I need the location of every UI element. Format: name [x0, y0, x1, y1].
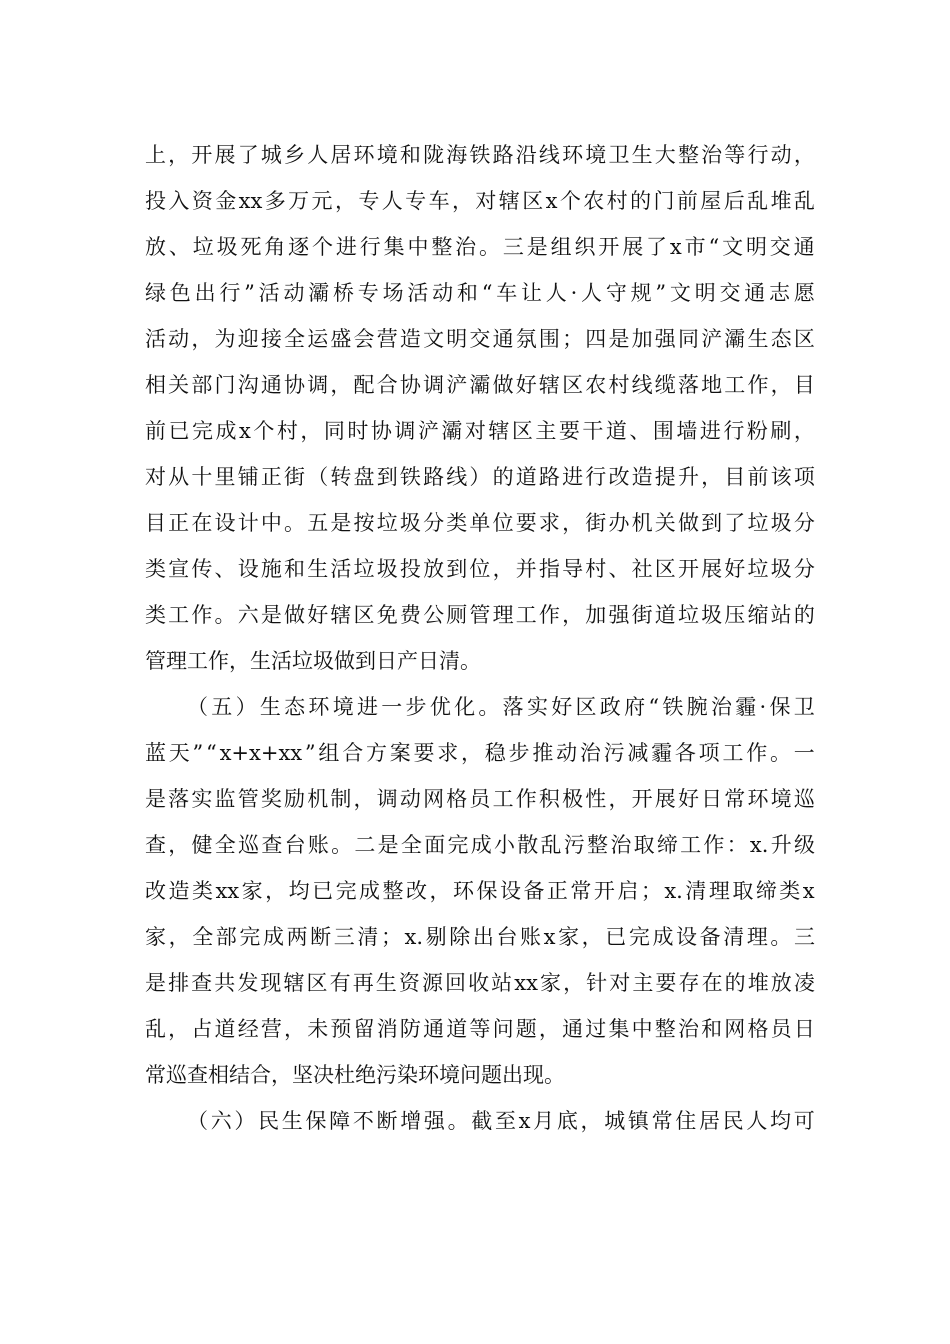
text-line: 查 ， 健 全 巡 查 台 账 。 二 是 全 面 完 成 小 散 乱 污 整 治 取 缔 工 作 ： x. 升 级 — [145, 833, 815, 857]
text-line: 改 造 类 xx 家 ， 均 已 完 成 整 改 ， 环 保 设 备 正 常 开 启 ； x. 清 理 取 缔 类 x — [145, 879, 815, 903]
text-line: 前 已 完 成 x 个 村 ， 同 时 协 调 浐 灞 对 辖 区 主 要 干 道 、 围 墙 进 行 粉 刷 ， — [145, 419, 815, 443]
paragraph-p2 — [145, 684, 815, 1098]
text-line: 是 排 查 共 发 现 辖 区 有 再 生 资 源 回 收 站 xx 家 ， 针 对 主 要 存 在 的 堆 放 凌 — [145, 971, 815, 995]
text-line: 投 入 资 金 xx 多 万 元 ， 专 人 专 车 ， 对 辖 区 x 个 农 村 的 门 前 屋 后 乱 堆 乱 — [145, 189, 815, 213]
text-line: （ 六 ） 民 生 保 障 不 断 增 强 。 截 至 x 月 底 ， 城 镇 常 住 居 民 人 均 可 — [187, 1109, 815, 1133]
text-line: 蓝 天 ” “ x+x+xx ” 组 合 方 案 要 求 ， 稳 步 推 动 治 污 减 霾 各 项 工 作 。 一 — [145, 741, 815, 765]
text-line: 常巡查相结合，坚决杜绝污染环境问题出现。 — [145, 1063, 565, 1087]
text-line: 活 动 ， 为 迎 接 全 运 盛 会 营 造 文 明 交 通 氛 围 ； 四 是 加 强 同 浐 灞 生 态 区 — [145, 327, 815, 351]
document-body — [145, 132, 815, 1144]
text-line: 乱 ， 占 道 经 营 ， 未 预 留 消 防 通 道 等 问 题 ， 通 过 集 中 整 治 和 网 格 员 日 — [145, 1017, 815, 1041]
text-line: 是 落 实 监 管 奖 励 机 制 ， 调 动 网 格 员 工 作 积 极 性 ， 开 展 好 日 常 环 境 巡 — [145, 787, 815, 811]
text-line: 类 工 作 。 六 是 做 好 辖 区 免 费 公 厕 管 理 工 作 ， 加 强 街 道 垃 圾 压 缩 站 的 — [145, 603, 815, 627]
text-line: 管理工作，生活垃圾做到日产日清。 — [145, 649, 481, 673]
text-line: 类 宣 传 、 设 施 和 生 活 垃 圾 投 放 到 位 ， 并 指 导 村 、 社 区 开 展 好 垃 圾 分 — [145, 557, 815, 581]
text-line: （ 五 ） 生 态 环 境 进 一 步 优 化 。 落 实 好 区 政 府 “ 铁 腕 治 霾 · 保 卫 — [187, 695, 815, 719]
text-line: 上 ， 开 展 了 城 乡 人 居 环 境 和 陇 海 铁 路 沿 线 环 境 卫 生 大 整 治 等 行 动 ， — [145, 143, 815, 167]
paragraph-p1 — [145, 132, 815, 684]
text-line: 家 ， 全 部 完 成 两 断 三 清 ； x. 剔 除 出 台 账 x 家 ， 已 完 成 设 备 清 理 。 三 — [145, 925, 815, 949]
text-line: 相 关 部 门 沟 通 协 调 ， 配 合 协 调 浐 灞 做 好 辖 区 农 村 线 缆 落 地 工 作 ， 目 — [145, 373, 815, 397]
text-line: 放 、 垃 圾 死 角 逐 个 进 行 集 中 整 治 。 三 是 组 织 开 展 了 x 市 “ 文 明 交 通 — [145, 235, 815, 259]
text-line: 绿 色 出 行 ” 活 动 灞 桥 专 场 活 动 和 “ 车 让 人 · 人 守 规 ” 文 明 交 通 志 愿 — [145, 281, 815, 305]
text-line: 目 正 在 设 计 中 。 五 是 按 垃 圾 分 类 单 位 要 求 ， 街 办 机 关 做 到 了 垃 圾 分 — [145, 511, 815, 535]
paragraph-p3 — [145, 1098, 815, 1144]
text-line: 对 从 十 里 铺 正 街 （ 转 盘 到 铁 路 线 ） 的 道 路 进 行 改 造 提 升 ， 目 前 该 项 — [145, 465, 815, 489]
